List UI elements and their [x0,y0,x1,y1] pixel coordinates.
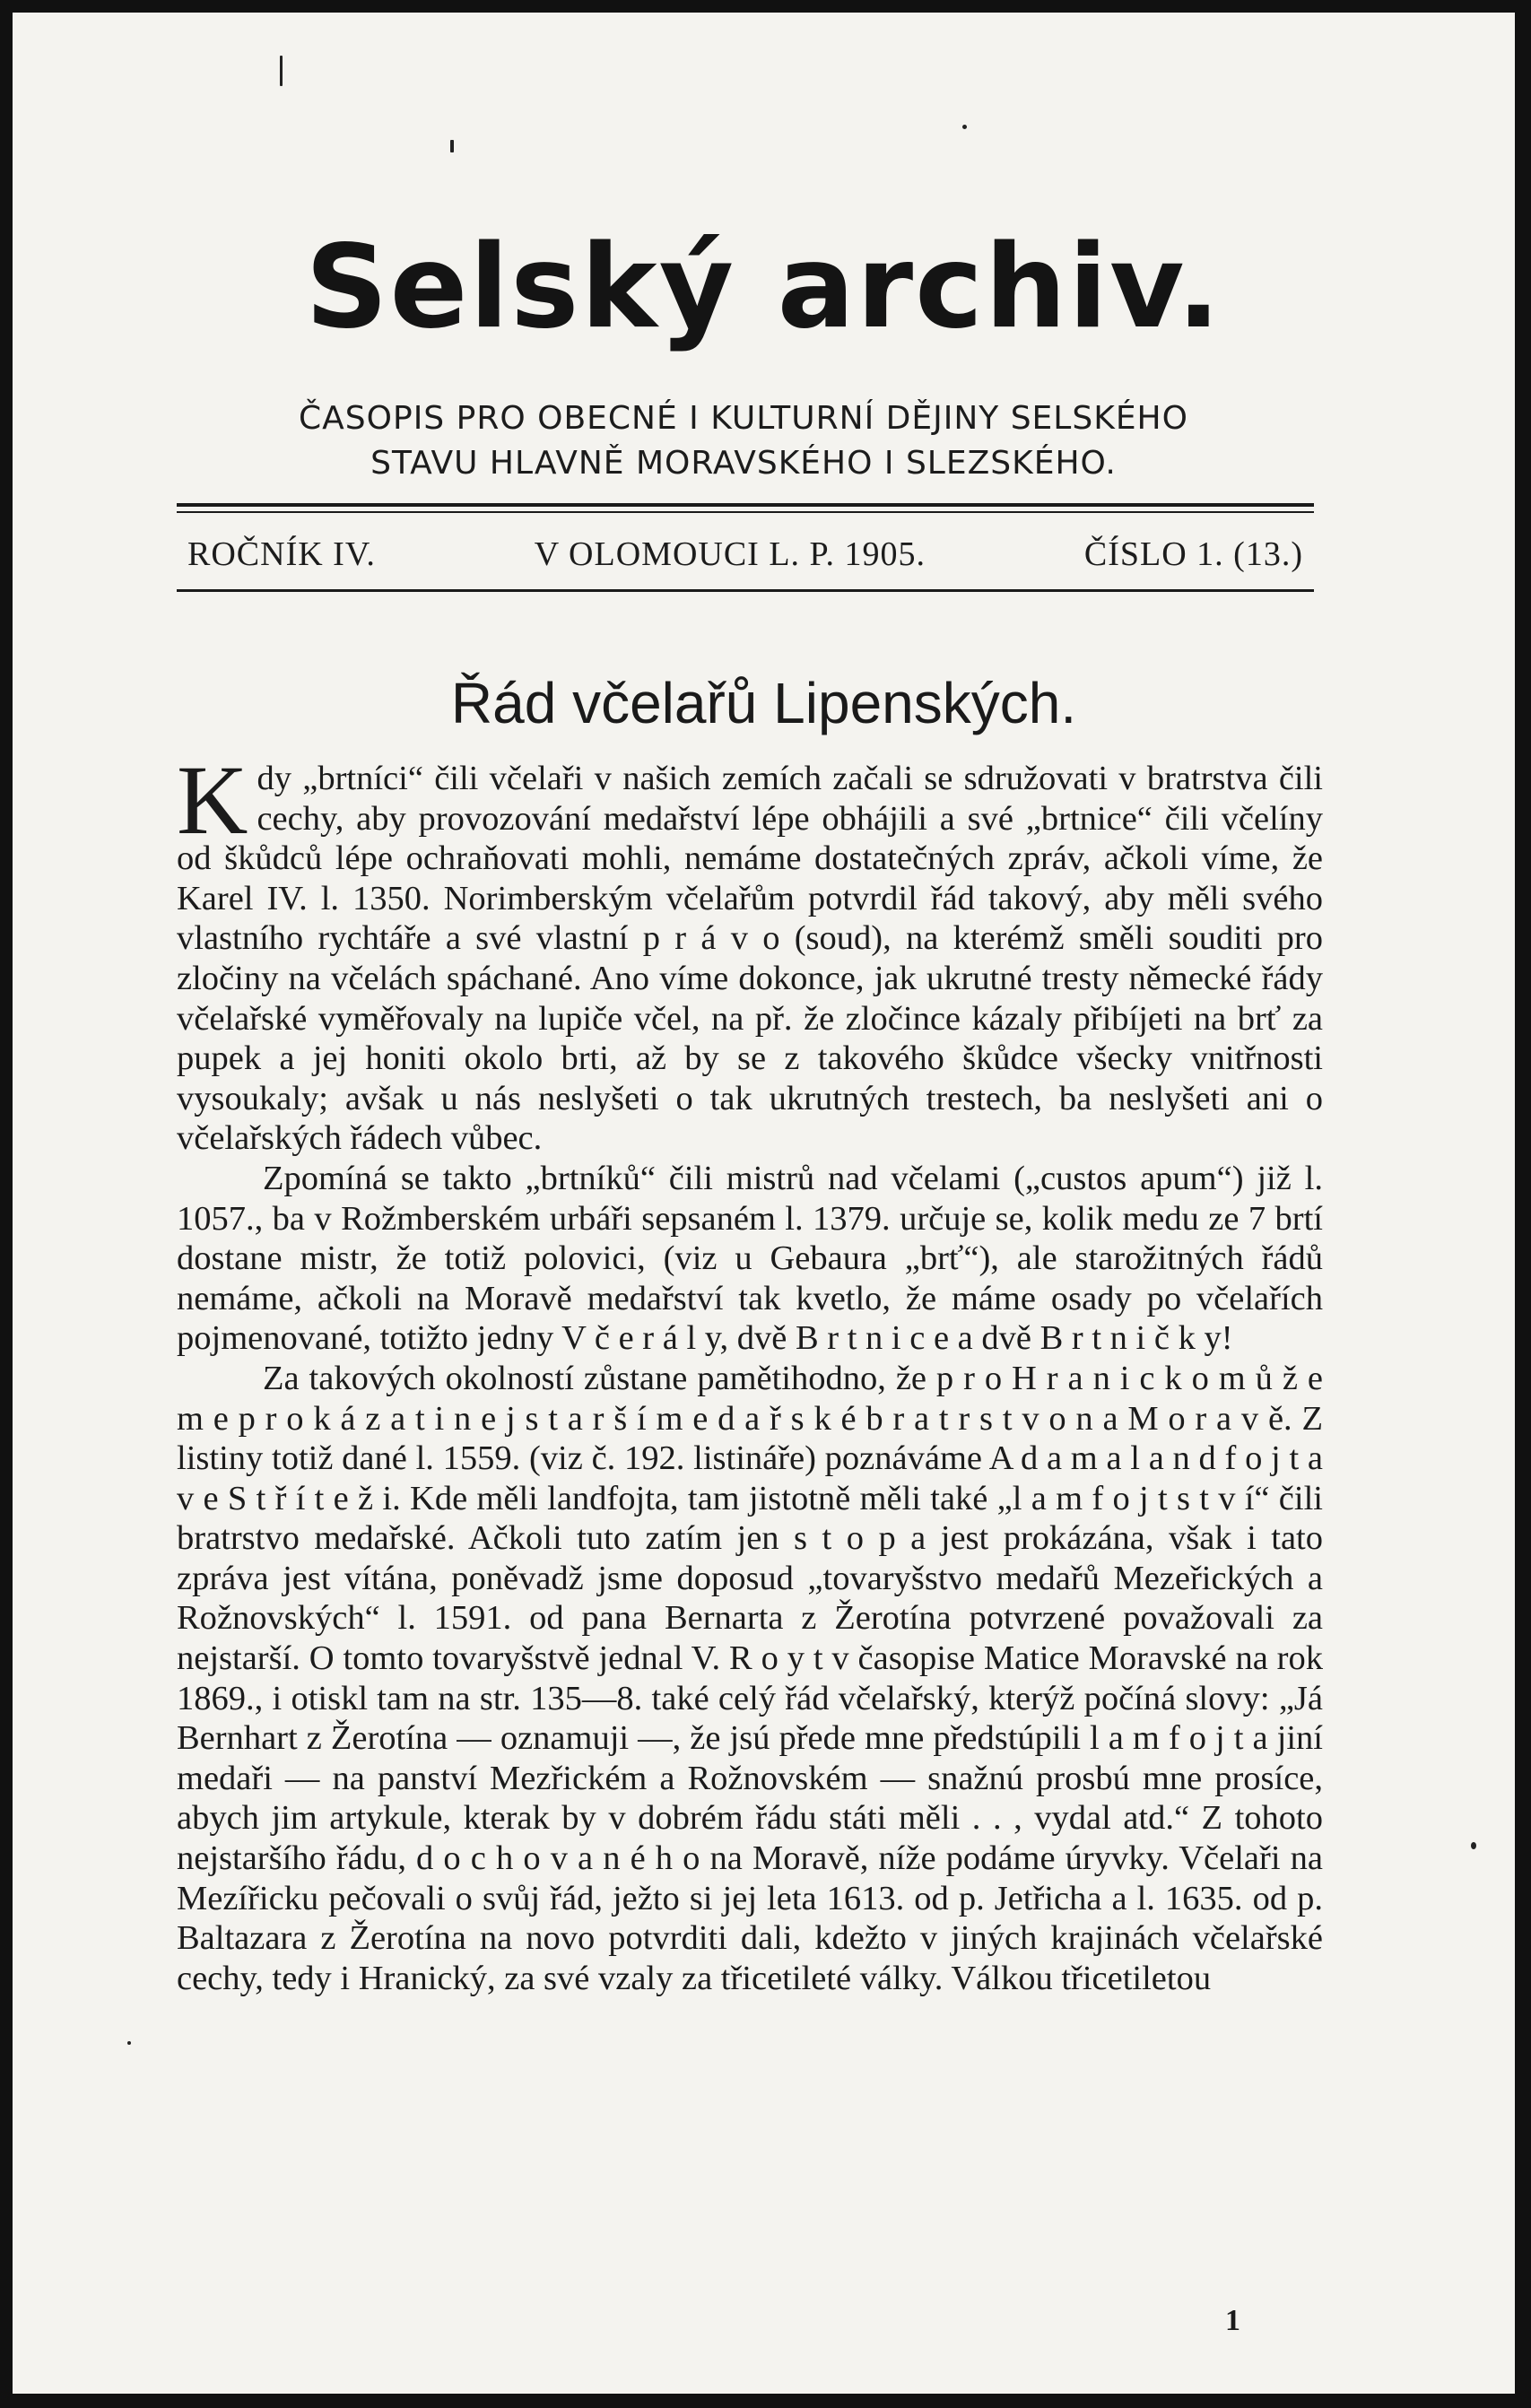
issue-volume: ROČNÍK IV. [187,535,376,573]
page-number: 1 [1225,2304,1240,2337]
bottom-rule [177,589,1314,592]
issue-number: ČÍSLO 1. (13.) [1083,535,1303,573]
issue-line [177,535,1314,574]
paragraph-2: Zpomíná se takto „brtníků“ čili mistrů nad včelami („custos apum“) již l. 1057., ba v Rožmberském urbáři sepsaném l. 1379. určuje se, kolik medu ze 7 brtí dostane mistr, že totiž polovici, (viz u Gebaura „brť“), ale starožitných řádů nemáme, ačkoli na Moravě medařství tak kvetlo, že máme osady po včelařích pojmenované, totižto jedny V č e r á l y, dvě B r t n i c e a dvě B r t n i č k y! [177,1159,1323,1358]
issue-place-year: V OLOMOUCI L. P. 1905. [534,535,926,573]
print-speck [127,2041,131,2045]
print-speck [1471,1842,1476,1849]
paragraph-3: Za takových okolností zůstane pamětihodno, že p r o H r a n i c k o m ů ž e m e p r o k á z a t i n e j s t a r š í m e d a ř s k é b r a t r s t v o n a M o r a v ě. Z listiny totiž dané l. 1559. (viz č. 192. listináře) poznáváme A d a m a l a n d f o j t a v e S t ř í t e ž i. Kde měli landfojta, tam jistotně měli také „l a m f o j t s t v í“ čili bratrstvo medařské. Ačkoli tuto zatím jen s t o p a jest prokázána, však i tato zpráva jest vítána, poněvadž jsme doposud „tovaryšstvo medařů Mezeřických a Rožnovských“ l. 1591. od pana Bernarta z Žerotína potvrzené považovali za nejstarší. O tomto tovaryšstvě jednal V. R o y t v časopise Matice Moravské na rok 1869., i otiskl tam na str. 135—8. také celý řád včelařský, kterýž počíná slovy: „Já Bernhart z Žerotína — oznamuji —, že jsú přede mne předstúpili l a m f o j t a jiní medaři — na panství Mezřickém a Rožnovském — snažnú prosbú mne prosíce, abych jim artykule, kterak by v dobrém řádu státi měli . . , vydal atd.“ Z tohoto nejstaršího řádu, d o c h o v a n é h o na Moravě, níže podáme úryvky. Včelaři na Mezířicku pečovali o svůj řád, ježto si jej leta 1613. od p. Jetřicha a l. 1635. od p. Baltazara z Žerotína na novo potvrditi dali, kdežto v jiných krajinách včelařské cechy, tedy i Hranický, za své vzaly za třicetileté války. Válkou třicetiletou [177,1359,1323,1997]
article-title: Řád včelařů Lipenských. [450,671,1077,735]
paragraph-1 [177,745,1323,1159]
print-speck [280,56,283,86]
paragraph-1-text: dy „brtníci“ čili včelaři v našich zemích začali se sdružovati v bratrstva čili cechy, aby provozování medařství lépe obhájili a své „brtnice“ čili včelíny od škůdců lépe ochraňovati mohli, nemáme dostatečných zpráv, ačkoli víme, že Karel IV. l. 1350. Norimberským včelařům potvrdil řád takový, aby měli svého vlastního rychtáře a své vlastní p r á v o (soud), na kterémž směli souditi pro zločiny na včelách spáchané. Ano víme dokonce, jak ukrutné tresty německé řády včelařské vyměřovaly na lupiče včel, na př. že zločince kázaly přibíjeti na brť za pupek a jej honiti okolo brti, až by se z takového škůdce všecky vnitřnosti vysoukaly; avšak u nás neslyšeti o tak ukrutných trestech, ba neslyšeti ani o včelařských řádech vůbec. [177,760,1323,1158]
page [13,13,1515,2394]
top-double-rule-thick [177,503,1314,507]
article-body [177,745,1323,1998]
top-double-rule-thin [177,511,1314,513]
subtitle-line-1: ČASOPIS PRO OBECNÉ I KULTURNÍ DĚJINY SELSKÉHO [299,400,1188,437]
journal-subtitle [174,396,1313,486]
journal-masthead: Selský archiv. [305,221,1222,354]
print-speck [962,125,967,129]
print-speck [450,140,454,152]
subtitle-line-2: STAVU HLAVNĚ MORAVSKÉHO I SLEZSKÉHO. [370,445,1117,482]
drop-cap: K [177,745,248,855]
